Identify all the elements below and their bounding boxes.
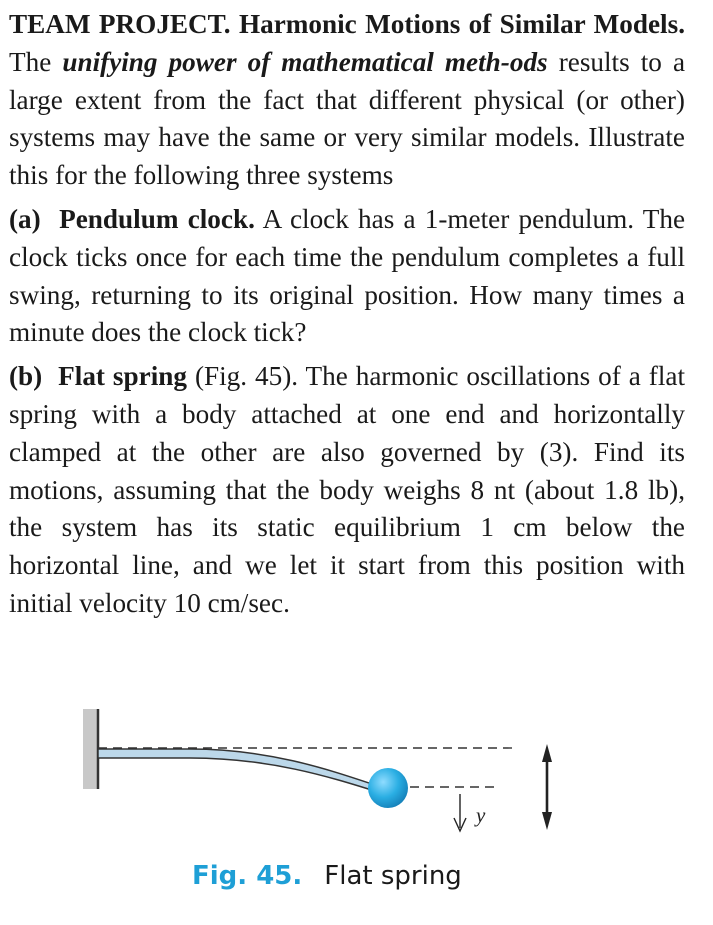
- oscillation-arrow-up-icon: [542, 744, 552, 762]
- intro-emphasis-1: unifying power of mathematical meth-: [62, 46, 510, 77]
- part-b-label: (b): [9, 361, 43, 392]
- part-b-text: (Fig. 45). The harmonic oscillations of a flat spring with a body attached at one end and horizontally clamped at the other are also governed by (3). Find its motions, assuming that the body weighs 8 nt (about 1.8 lb), the system has its static equilibrium 1 cm below the horizontal line, and we let it start from this position with initial velocity 10 cm/sec.: [9, 361, 686, 618]
- team-project-title: TEAM PROJECT. Harmonic Motions of Similar Models.: [9, 9, 685, 39]
- attached-body: [368, 768, 408, 808]
- flat-spring-figure: [0, 700, 713, 925]
- part-b-paragraph: [9, 358, 685, 623]
- intro-emphasis-2: ods: [509, 46, 548, 77]
- part-a-label: (a): [9, 203, 41, 234]
- part-a-paragraph: [9, 201, 685, 352]
- oscillation-arrow-down-icon: [542, 812, 552, 830]
- figure-number: Fig. 45.: [192, 861, 303, 891]
- intro-text-1: The: [9, 46, 52, 77]
- part-b-title: Flat spring: [58, 361, 187, 392]
- intro-text-2: results to a large extent from the fact that different physical (or other) systems may have the same or very similar models. Illustrate this for the following three systems: [9, 46, 686, 191]
- clamp-wall: [83, 709, 98, 789]
- intro-paragraph: [9, 6, 685, 195]
- part-a-text: A clock has a 1-meter pendulum. The clock ticks once for each time the pendulum completes a full swing, returning to its original position. How many times a minute does the clock tick?: [9, 203, 686, 348]
- part-a-title: Pendulum clock.: [59, 203, 255, 234]
- flat-spring-diagram: [0, 700, 713, 860]
- figure-title: Flat spring: [324, 861, 462, 891]
- figure-caption: [192, 860, 462, 892]
- flat-spring-blade: [98, 749, 378, 792]
- y-axis-label: y: [476, 803, 486, 827]
- problem-text: [9, 6, 685, 623]
